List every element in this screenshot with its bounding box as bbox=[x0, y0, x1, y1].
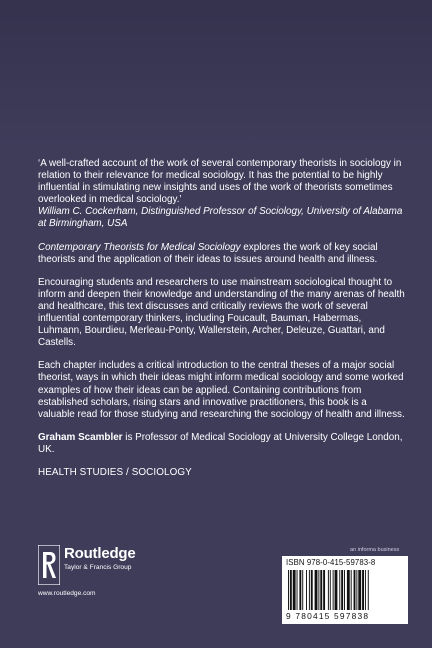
endorsement-quote bbox=[38, 158, 406, 231]
paragraph-2: Encouraging students and researchers to use mainstream sociological thought to inform and deepen their knowledge and understanding of the many arenas of health and healthcare, this text discusses and critically reviews the work of several influential contemporary thinkers, including Foucault, Bauman, Habermas, Luhmann, Bourdieu, Merleau-Ponty, Wallerstein, Archer, Deleuze, Guattari, and Castells. bbox=[38, 276, 405, 349]
description-rest: explores the work of key social theorists and the application of their ideas to issues around health and illness. bbox=[38, 241, 378, 265]
barcode-box bbox=[282, 556, 408, 624]
editor-name: Graham Scambler bbox=[38, 431, 123, 443]
book-description bbox=[38, 242, 406, 266]
publisher-group: Taylor & Francis Group bbox=[64, 564, 132, 571]
publisher-name: Routledge bbox=[64, 545, 136, 562]
routledge-r-icon bbox=[38, 545, 60, 585]
subject-category: HEALTH STUDIES / SOCIOLOGY bbox=[38, 466, 192, 478]
quote-author: William C. Cockerham, Distinguished Professor of Sociology, University of Alabama at Birmingham, USA bbox=[38, 206, 403, 230]
ean-number: 9 780415 597838 bbox=[286, 611, 370, 621]
editor-bio bbox=[38, 432, 406, 456]
routledge-logo bbox=[38, 543, 158, 603]
editor-bio-text: is Professor of Medical Sociology at University College London, UK. bbox=[38, 431, 403, 455]
barcode-bars bbox=[286, 570, 404, 612]
isbn-text: ISBN 978-0-415-59783-8 bbox=[286, 558, 376, 567]
back-cover-text bbox=[38, 158, 406, 479]
book-title: Contemporary Theorists for Medical Sociology bbox=[38, 241, 241, 253]
paragraph-3: Each chapter includes a critical introduction to the central theses of a major social theorist, ways in which their ideas might inform medical sociology and some worked examples of how their ideas can be applied. Containing contributions from established scholars, rising stars and innovative practitioners, this book is a valuable read for those studying and researching the sociology of health and illness. bbox=[38, 360, 405, 420]
cover-top-band bbox=[0, 0, 432, 148]
publisher-url[interactable]: www.routledge.com bbox=[38, 590, 96, 597]
informa-tagline: an informa business bbox=[350, 547, 400, 553]
quote-text: ‘A well-crafted account of the work of several contemporary theorists in sociology in relation to their relevance for medical sociology. It has the potential to be highly influential in stimulating new insights and uses of the work of theorists sometimes overlooked in medical sociology.’ bbox=[38, 158, 402, 206]
